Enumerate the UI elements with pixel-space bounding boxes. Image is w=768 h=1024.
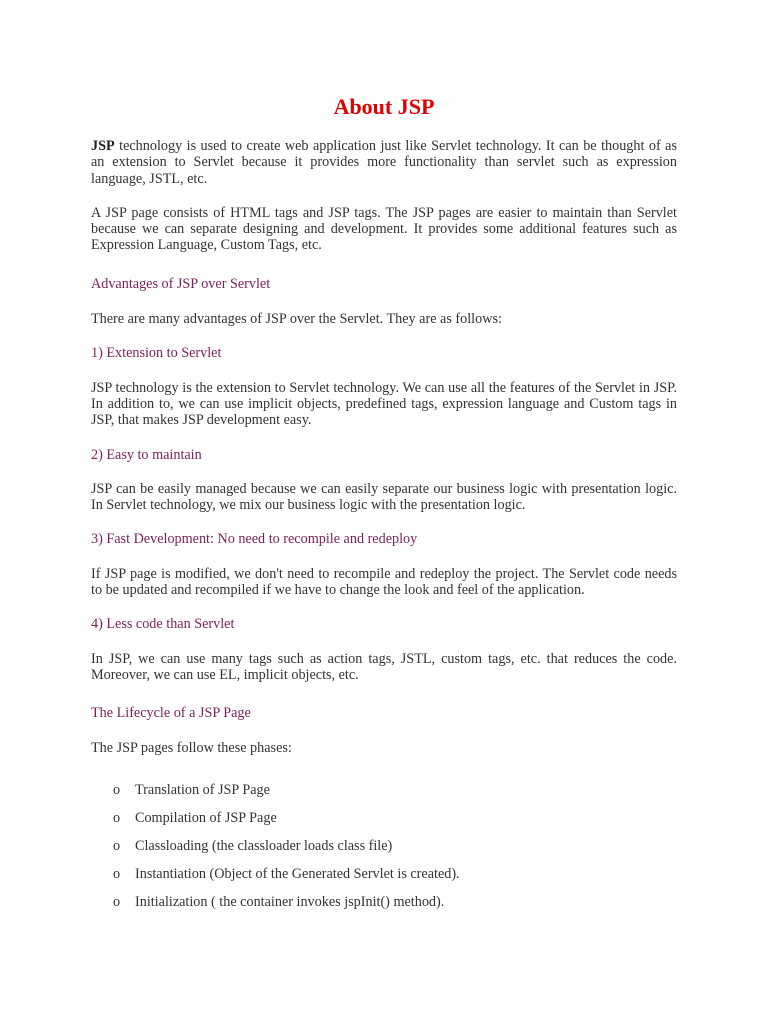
phase-text: Compilation of JSP Page [135, 809, 277, 826]
advantage-text: In JSP, we can use many tags such as action tags, JSTL, custom tags, etc. that reduces the code. Moreover, we can use EL, implicit objects, etc. [91, 650, 677, 683]
list-item [91, 866, 677, 894]
phase-text: Instantiation (Object of the Generated Servlet is created). [135, 865, 460, 882]
phase-text: Initialization ( the container invokes jspInit() method). [135, 893, 445, 910]
lifecycle-intro: The JSP pages follow these phases: [91, 739, 292, 756]
lifecycle-heading: The Lifecycle of a JSP Page [91, 705, 251, 722]
intro-paragraph [91, 138, 677, 187]
lifecycle-phase-list [91, 782, 677, 922]
advantages-intro: There are many advantages of JSP over the Servlet. They are as follows: [91, 311, 502, 328]
advantage-text: JSP technology is the extension to Servlet technology. We can use all the features of the Servlet in JSP. In addition to, we can use implicit objects, predefined tags, expression language and Custom tags in JSP, that makes JSP development easy. [91, 379, 677, 429]
intro-text: technology is used to create web application just like Servlet technology. It can be thought of as an extension to Servlet because it provides more functionality than servlet such as expression language, JSTL, etc. [91, 138, 677, 187]
document-page [91, 92, 677, 922]
bullet-marker: o [113, 865, 121, 882]
list-item [91, 782, 677, 810]
list-item [91, 894, 677, 922]
bullet-marker: o [113, 893, 121, 910]
bullet-marker: o [113, 781, 121, 798]
intro-bold-term: JSP [91, 138, 115, 154]
advantage-heading: 3) Fast Development: No need to recompile and redeploy [91, 531, 418, 548]
advantage-text: JSP can be easily managed because we can easily separate our business logic with presentation logic. In Servlet technology, we mix our business logic with the presentation logic. [91, 480, 677, 514]
advantage-heading: 1) Extension to Servlet [91, 345, 222, 362]
advantage-text: If JSP page is modified, we don't need to recompile and redeploy the project. The Servlet code needs to be updated and recompiled if we have to change the look and feel of the application. [91, 565, 677, 599]
phase-text: Translation of JSP Page [135, 781, 270, 798]
jsp-page-paragraph: A JSP page consists of HTML tags and JSP tags. The JSP pages are easier to maintain than Servlet because we can separate designing and development. It provides some additional features such as Expression Language, Custom Tags, etc. [91, 204, 677, 254]
page-title: About JSP [333, 94, 435, 119]
phase-text: Classloading (the classloader loads class file) [135, 837, 393, 854]
advantage-heading: 4) Less code than Servlet [91, 616, 235, 633]
bullet-marker: o [113, 809, 121, 826]
list-item [91, 810, 677, 838]
advantages-heading: Advantages of JSP over Servlet [91, 275, 271, 292]
list-item [91, 838, 677, 866]
bullet-marker: o [113, 837, 121, 854]
advantage-heading: 2) Easy to maintain [91, 446, 202, 463]
